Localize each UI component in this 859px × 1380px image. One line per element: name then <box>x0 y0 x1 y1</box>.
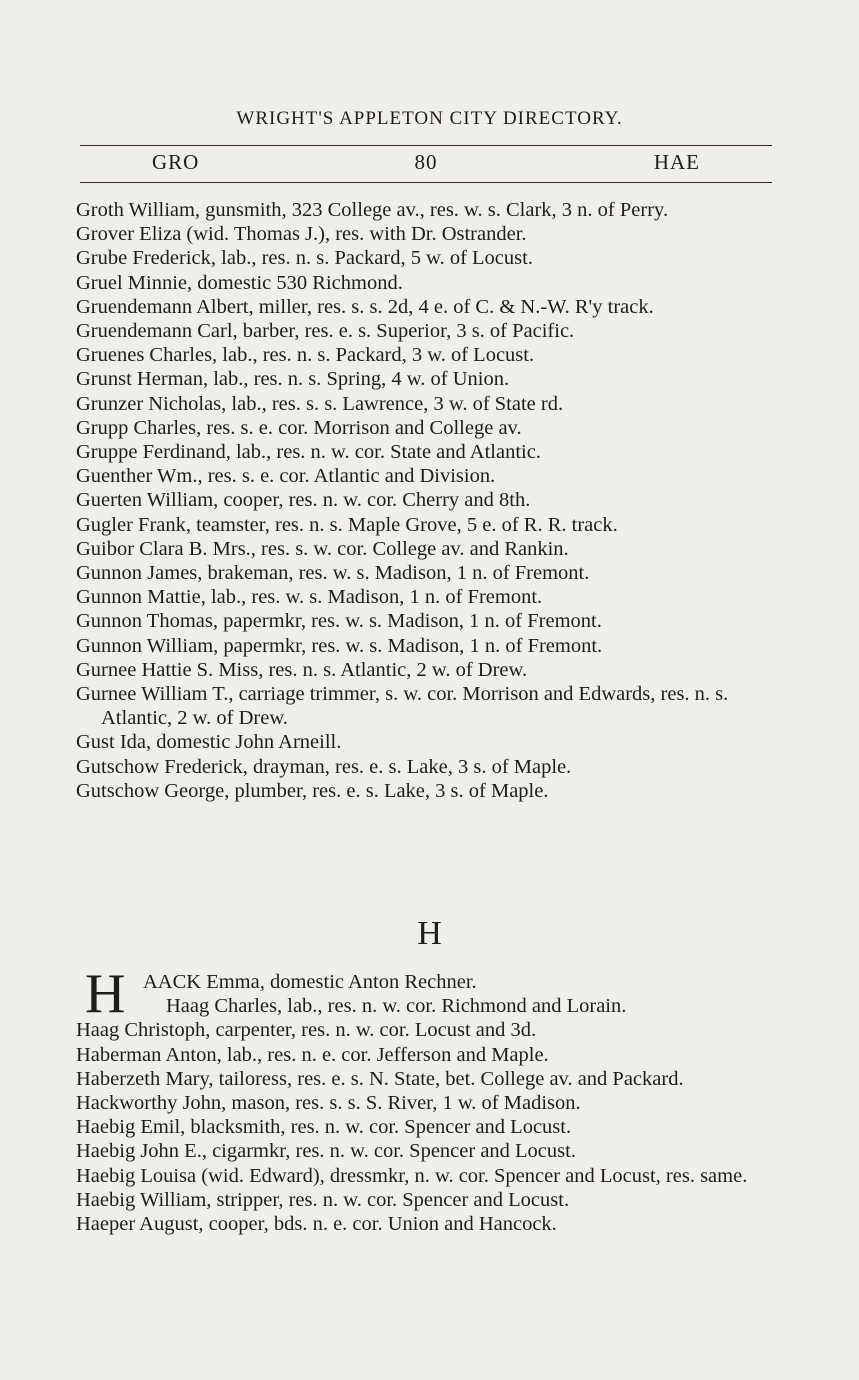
directory-entry: Grunst Herman, lab., res. n. s. Spring, 4 w. of Union. <box>76 368 510 391</box>
directory-entry: Gust Ida, domestic John Arneill. <box>76 731 342 754</box>
directory-entry: Gurnee William T., carriage trimmer, s. w. cor. Morrison and Edwards, res. n. s. Atlantic, 2 w. of Drew. <box>76 683 729 730</box>
directory-entry: Haeper August, cooper, bds. n. e. cor. Union and Hancock. <box>76 1213 557 1236</box>
directory-entry: Guenther Wm., res. s. e. cor. Atlantic and Division. <box>76 465 496 488</box>
h-entries-list <box>76 963 776 1236</box>
g-entries-list <box>76 198 776 803</box>
directory-entry: Haebig John E., cigarmkr, res. n. w. cor. Spencer and Locust. <box>76 1140 576 1163</box>
section-letter-heading: H <box>417 915 442 952</box>
guide-word-right: HAE <box>653 150 700 174</box>
running-title: WRIGHT'S APPLETON CITY DIRECTORY. <box>236 108 623 129</box>
directory-entry: Haberman Anton, lab., res. n. e. cor. Jefferson and Maple. <box>76 1043 549 1066</box>
directory-entry: Haag Christoph, carpenter, res. n. w. cor. Locust and 3d. <box>76 1019 537 1042</box>
directory-entry: Groth William, gunsmith, 323 College av., res. w. s. Clark, 3 n. of Perry. <box>76 199 669 221</box>
directory-entry: Gruppe Ferdinand, lab., res. n. w. cor. State and Atlantic. <box>76 441 541 464</box>
directory-entry: Gruendemann Carl, barber, res. e. s. Superior, 3 s. of Pacific. <box>76 320 575 343</box>
guide-word-left: GRO <box>152 150 200 174</box>
directory-entry: Gruendemann Albert, miller, res. s. s. 2d, 4 e. of C. & N.-W. R'y track. <box>76 295 654 318</box>
page-guide-row <box>80 150 772 178</box>
directory-entry: Gunnon Thomas, papermkr, res. w. s. Madison, 1 n. of Fremont. <box>76 610 602 633</box>
directory-entry: Haebig Louisa (wid. Edward), dressmkr, n. w. cor. Spencer and Locust, res. same. <box>76 1164 748 1187</box>
directory-entry: Guibor Clara B. Mrs., res. s. w. cor. College av. and Rankin. <box>76 537 569 560</box>
directory-entry: Grunzer Nicholas, lab., res. s. s. Lawrence, 3 w. of State rd. <box>76 392 564 415</box>
header-rule-top <box>80 145 772 146</box>
drop-cap-entry <box>76 963 776 1025</box>
directory-entry: Gutschow George, plumber, res. e. s. Lake, 3 s. of Maple. <box>76 779 549 802</box>
directory-entry: Guerten William, cooper, res. n. w. cor. Cherry and 8th. <box>76 489 531 512</box>
directory-entry: Haebig William, stripper, res. n. w. cor. Spencer and Locust. <box>76 1188 570 1211</box>
drop-cap: H <box>85 963 126 1025</box>
directory-entry: Haebig Emil, blacksmith, res. n. w. cor. Spencer and Locust. <box>76 1116 572 1139</box>
directory-entry: Gunnon William, papermkr, res. w. s. Madison, 1 n. of Fremont. <box>76 634 603 657</box>
directory-entry: Gunnon James, brakeman, res. w. s. Madison, 1 n. of Fremont. <box>76 562 590 585</box>
directory-entry: Gruel Minnie, domestic 530 Richmond. <box>76 271 403 294</box>
directory-entry: Gunnon Mattie, lab., res. w. s. Madison, 1 n. of Fremont. <box>76 586 543 609</box>
directory-entry: Gugler Frank, teamster, res. n. s. Maple Grove, 5 e. of R. R. track. <box>76 513 618 536</box>
directory-entry: Grupp Charles, res. s. e. cor. Morrison and College av. <box>76 416 522 439</box>
directory-entry: Haberzeth Mary, tailoress, res. e. s. N. State, bet. College av. and Packard. <box>76 1067 684 1090</box>
header-rule-bottom <box>80 182 772 183</box>
directory-entry: Gruenes Charles, lab., res. n. s. Packard, 3 w. of Locust. <box>76 344 535 367</box>
page-number: 80 <box>414 150 438 174</box>
directory-entry: Hackworthy John, mason, res. s. s. S. River, 1 w. of Madison. <box>76 1092 581 1114</box>
directory-entry: Gutschow Frederick, drayman, res. e. s. Lake, 3 s. of Maple. <box>76 755 572 778</box>
directory-entry: Gurnee Hattie S. Miss, res. n. s. Atlantic, 2 w. of Drew. <box>76 658 528 681</box>
directory-entry: Haag Charles, lab., res. n. w. cor. Richmond and Lorain. <box>166 995 627 1018</box>
directory-entry: AACK Emma, domestic Anton Rechner. <box>143 971 477 993</box>
directory-entry: Grover Eliza (wid. Thomas J.), res. with Dr. Ostrander. <box>76 223 527 246</box>
directory-entry: Grube Frederick, lab., res. n. s. Packard, 5 w. of Locust. <box>76 247 533 270</box>
